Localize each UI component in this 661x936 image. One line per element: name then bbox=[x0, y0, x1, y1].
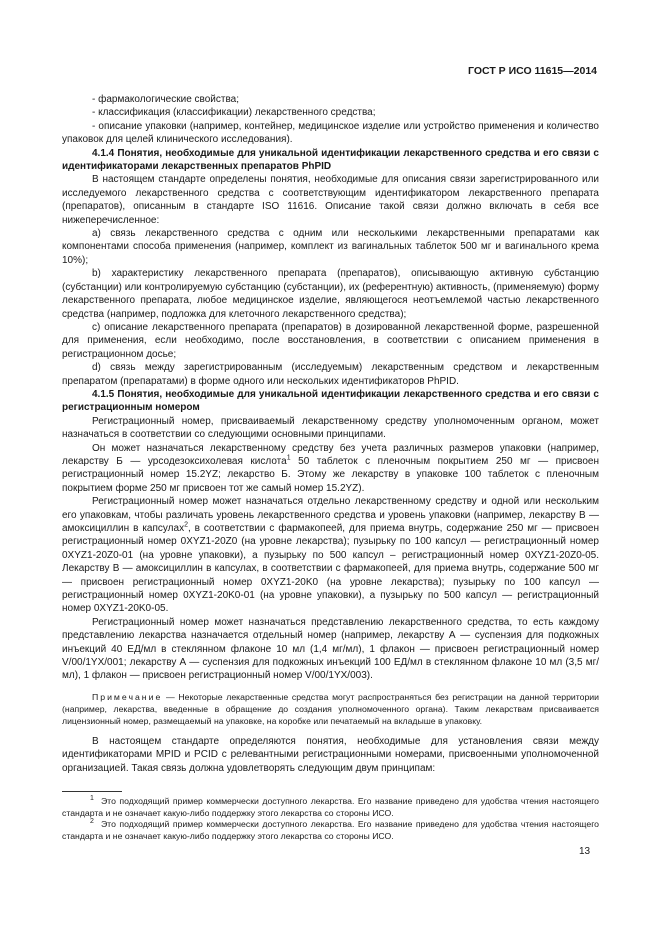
list-item: - фармакологические свойства; bbox=[92, 94, 240, 105]
footnote-ref: 2 bbox=[184, 521, 188, 529]
paragraph: В настоящем стандарте определяются понятия, необходимые для установления связи между идентификаторами MPID и PCID с релевантными регистрационными номерами, присвоенными уполномоченной организацией. Такая связь должна удовлетворять следующим двум принципам: bbox=[62, 735, 599, 774]
note bbox=[62, 691, 599, 727]
paragraph: Регистрационный номер может назначаться представлению лекарственного средства, то есть каждому представлению лекарства назначается отдельный номер (например, лекарству А — суспензия для подкожных инъекций 40 ЕД/мл в стеклянном флаконе 10 мл (1,4 мг/мл), 1 флакон — присвоен регистрационный номер V/00/1YX/001; лекарству А — суспензия для подкожных инъекций 100 ЕД/мл в стеклянном флаконе 10 мл (3,5 мг/мл), 1 флакон — присвоен регистрационный номер V/00/1YX/003). bbox=[62, 616, 599, 682]
paragraph-text: Он может назначаться лекарственному средству без учета различных размеров упаковки (например, лекарству Б — урсодезоксихолевая кислота bbox=[62, 442, 599, 467]
list-item: - классификация (классификации) лекарственного средства; bbox=[92, 107, 376, 119]
footnote-text: Это подходящий пример коммерчески доступного лекарства. Его название приведено для удобства чтения настоящего стандарта и не означает какую-либо поддержку этого лекарства со стороны ИСО. bbox=[62, 796, 600, 818]
paragraph: В настоящем стандарте определены понятия, необходимые для описания связи зарегистрированного или исследуемого лекарственного средства с соответствующим идентификатором лекарственного препарата (препаратов), описанным в стандарте ISO 11616. Описание такой связи должно включать в себя все нижеперечисленное: bbox=[62, 174, 599, 226]
list-item: - описание упаковки (например, контейнер, медицинское изделие или устройство применения и количество упаковок для целей клинического исследования). bbox=[62, 120, 599, 146]
list-item-d: d) связь между зарегистрированным (исследуемым) лекарственным средством и лекарственным препаратом (препаратами) в форме одного или нескольких идентификаторов PhPID. bbox=[62, 362, 599, 387]
document-body bbox=[62, 93, 599, 842]
paragraph bbox=[62, 442, 599, 496]
footnote bbox=[62, 796, 599, 819]
note-text: — Некоторые лекарственные средства могут распространяться без регистрации на данной территории (например, лекарства, введенные в обращение до создания уполномоченного органа). Таким лекарствам присваивается лицензионный номер, размещаемый на упаковке, на коробке или печатаемый на вкладыше в упаковку. bbox=[62, 691, 599, 726]
paragraph bbox=[62, 495, 599, 616]
footnote-text: Это подходящий пример коммерчески доступного лекарства. Его название приведено для удобства чтения настоящего стандарта и не означает какую-либо поддержку этого лекарства со стороны ИСО. bbox=[62, 819, 600, 841]
footnote-mark: 2 bbox=[90, 818, 94, 826]
footnote-ref: 1 bbox=[286, 454, 291, 462]
paragraph-text: , в соответствии с фармакопеей, для приема внутрь, содержание 250 мг — присвоен регистрационный номер 0XYZ1-20Z0 (на уровне лекарства); пузырьку по 100 капсул — регистрационный номер 0XYZ1-20Z0-01 (на уровне упаковки), а пузырьку по 500 капсул – регистрационный номер 0XYZ1-20Z0-05. Лекарству В — амоксициллин в капсулах, в соответствии с фармакопеей, для приема внутрь, содержание 500 мг — присвоен регистрационный номер 0XYZ1-20K0 (на уровне лекарства); пузырьку по 100 капсул — регистрационный номер 0XYZ1-20K0-01 (на уровне упаковки), а пузырьку по 500 капсул — регистрационный номер 0XYZ1-20K0-05. bbox=[62, 523, 599, 615]
list-item-b: b) характеристику лекарственного препарата (препаратов), описывающую активную субстанцию (субстанции) или контролируемую субстанцию (субстанции), их (референтную) активность, (применяемую) форму лекарственного препарата, любое медицинское изделие, являющегося неотъемлемой частью лекарственного средства (например, подложка для клеточного лекарственного средства); bbox=[62, 268, 599, 320]
list-item-c: c) описание лекарственного препарата (препаратов) в дозированной лекарственной форме, разрешенной для применения, если необходимо, после восстановления, в соответствии с описанием применения в регистрационном досье; bbox=[62, 321, 599, 360]
paragraph: Регистрационный номер, присваиваемый лекарственному средству уполномоченным органом, может назначаться в соответствии со следующими основными принципами. bbox=[62, 415, 599, 441]
footnote-divider bbox=[62, 791, 122, 792]
paragraph-text: 50 таблеток с пленочным покрытием 250 мг — присвоен регистрационный номер 15.2YZ; лекарство Б. Этому же лекарству в упаковке 100 таблеток с пленочным покрытием форме 250 мг присвоен тот же самый номер 15.2YZ). bbox=[62, 455, 600, 494]
page-number: 13 bbox=[579, 846, 591, 857]
note-label: Примечание bbox=[92, 691, 163, 702]
footnote bbox=[62, 819, 599, 842]
section-heading-4-1-4: 4.1.4 Понятия, необходимые для уникальной идентификации лекарственного средства и его связи с идентификаторами лекарственных препаратов PhPID bbox=[62, 147, 599, 173]
standard-header: ГОСТ Р ИСО 11615—2014 bbox=[468, 65, 597, 77]
paragraph-text: Регистрационный номер может назначаться отдельно лекарственному средству и одной или нескольким его упаковкам, чтобы различать уровень лекарственного средства и уровень упаковки (например, лекарству В — амоксициллин в капсулах bbox=[62, 496, 599, 534]
section-heading-4-1-5: 4.1.5 Понятия, необходимые для уникальной идентификации лекарственного средства и его связи с регистрационным номером bbox=[62, 388, 599, 414]
footnote-mark: 1 bbox=[90, 795, 94, 803]
list-item-a: a) связь лекарственного средства с одним или несколькими лекарственными препаратами как компонентами способа применения (например, комплект из вагинальных таблеток 500 мг и вагинального крема 10%); bbox=[62, 228, 599, 266]
